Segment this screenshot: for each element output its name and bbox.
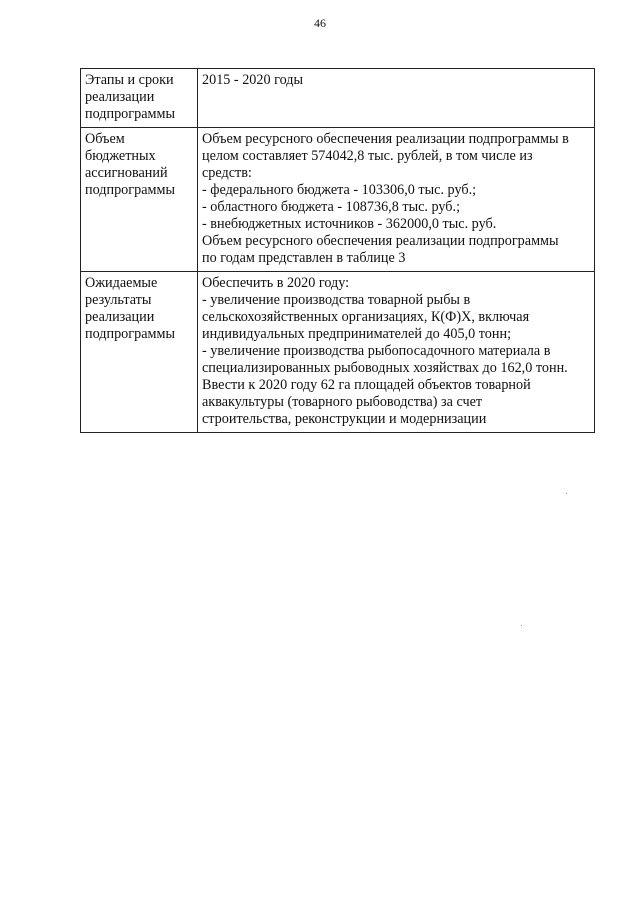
value-line: - областного бюджета - 108736,8 тыс. руб.; — [202, 199, 461, 215]
value-line: 2015 - 2020 годы — [202, 72, 304, 88]
row-value-results — [198, 272, 595, 433]
label-line: результаты — [85, 292, 152, 308]
label-line: реализации — [85, 309, 155, 325]
value-line: специализированных рыбоводных хозяйствах до 162,0 тонн. — [202, 360, 568, 376]
table-row-results — [81, 272, 595, 433]
value-line: Объем ресурсного обеспечения реализации подпрограммы — [202, 233, 559, 249]
value-line: аквакультуры (товарного рыбоводства) за счет — [202, 394, 483, 410]
value-line: - увеличение производства товарной рыбы в — [202, 292, 471, 308]
value-line: Ввести к 2020 году 62 га площадей объектов товарной — [202, 377, 531, 393]
row-value-budget — [198, 128, 595, 272]
value-line: - увеличение производства рыбопосадочного материала в — [202, 343, 551, 359]
page-number: 46 — [314, 16, 326, 30]
scan-speck — [521, 625, 522, 626]
value-line: по годам представлен в таблице 3 — [202, 250, 406, 266]
label-line: Объем — [85, 131, 125, 147]
label-line: подпрограммы — [85, 326, 175, 342]
label-line: Ожидаемые — [85, 275, 158, 291]
value-line: целом составляет 574042,8 тыс. рублей, в том числе из — [202, 148, 533, 164]
value-line: - внебюджетных источников - 362000,0 тыс. руб. — [202, 216, 497, 232]
value-line: сельскохозяйственных организациях, К(Ф)Х, включая — [202, 309, 530, 325]
row-value-stages — [198, 69, 595, 128]
scan-speck — [566, 493, 567, 494]
row-label-stages — [81, 69, 198, 128]
row-label-results — [81, 272, 198, 433]
table-row-stages — [81, 69, 595, 128]
value-line: Обеспечить в 2020 году: — [202, 275, 350, 291]
label-line: реализации — [85, 89, 155, 105]
label-line: бюджетных — [85, 148, 156, 164]
label-line: подпрограммы — [85, 106, 175, 122]
value-line: строительства, реконструкции и модернизации — [202, 411, 487, 427]
value-line: - федерального бюджета - 103306,0 тыс. руб.; — [202, 182, 477, 198]
value-line: Объем ресурсного обеспечения реализации подпрограммы в — [202, 131, 569, 147]
row-label-budget — [81, 128, 198, 272]
label-line: подпрограммы — [85, 182, 175, 198]
label-line: Этапы и сроки — [85, 72, 174, 88]
value-line: индивидуальных предпринимателей до 405,0 тонн; — [202, 326, 512, 342]
label-line: ассигнований — [85, 165, 168, 181]
subprogram-passport-table — [80, 68, 595, 433]
value-line: средств: — [202, 165, 252, 181]
table-row-budget — [81, 128, 595, 272]
